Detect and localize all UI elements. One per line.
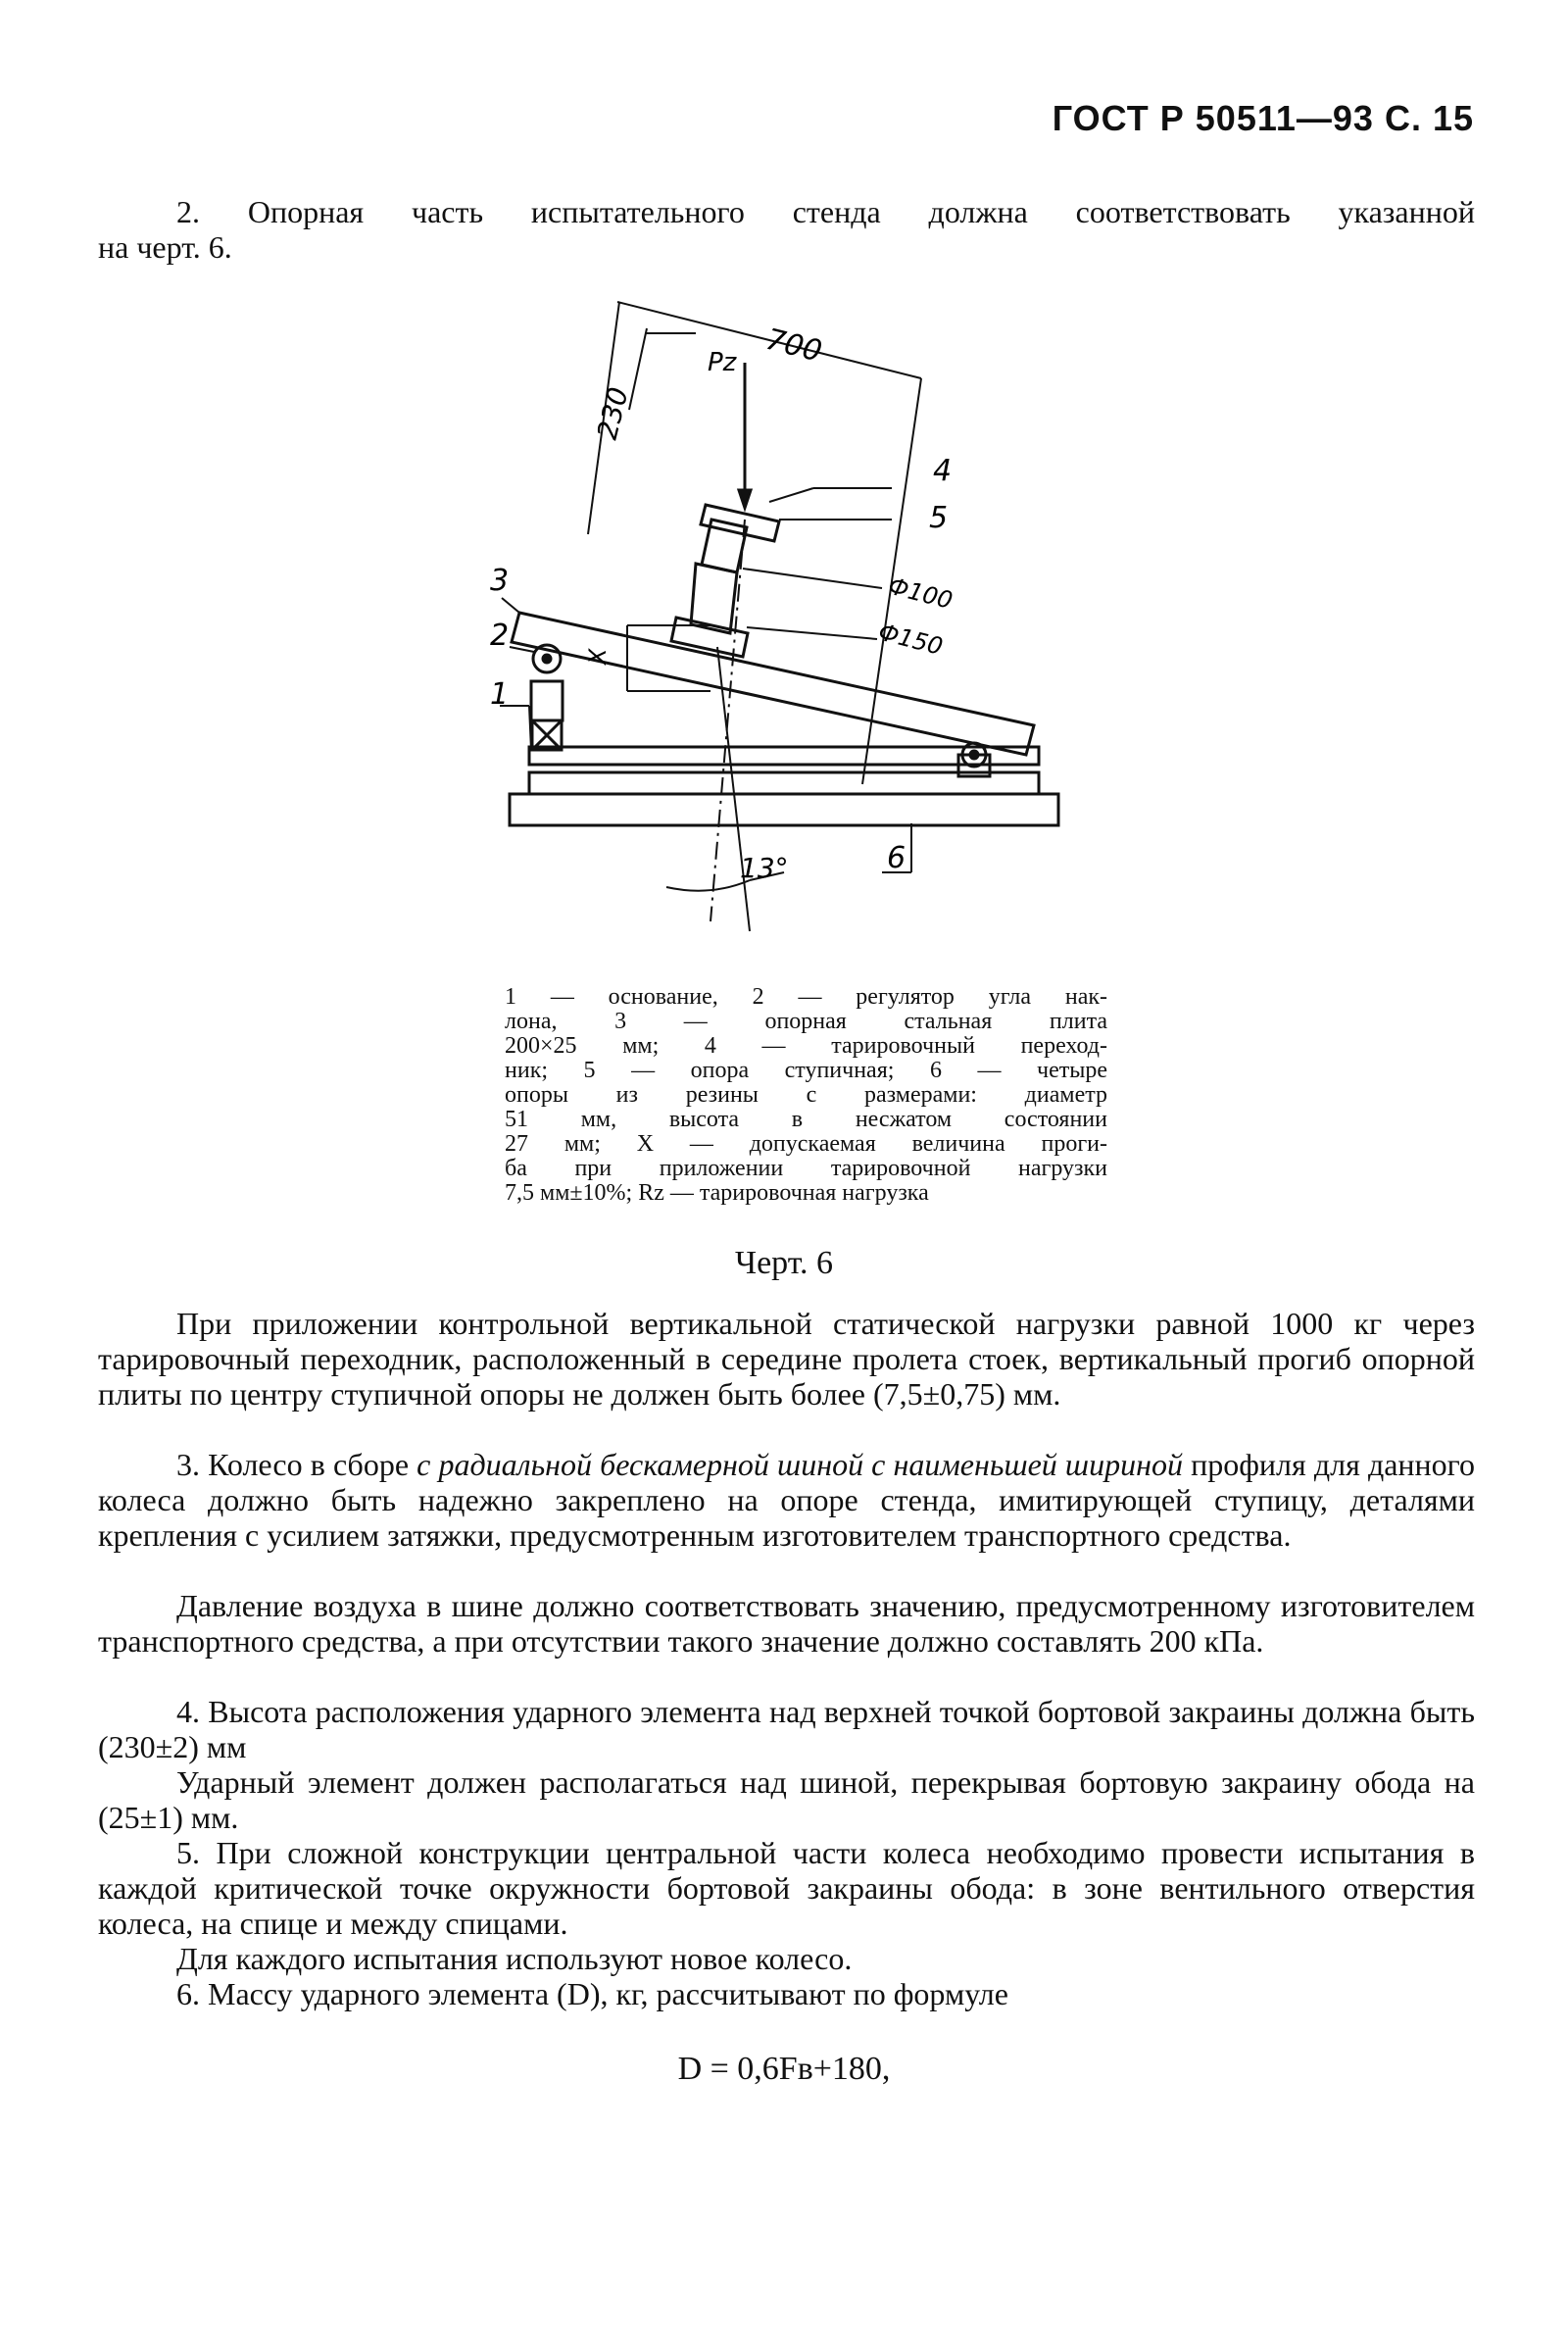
tilted-support-plate — [512, 613, 1034, 755]
paragraph-complex-design: 5. При сложной конструкции центральной части колеса необходимо провести испытания в каждой критической точке окружности бортовой закраины обода: в зоне вентильного отверстия колеса, на спице и между спицами. — [98, 1835, 1475, 1941]
figure-title: Черт. 6 — [734, 1245, 834, 1281]
document-header: ГОСТ Р 50511—93 С. 15 — [1052, 98, 1474, 138]
caption-line: ник; 5 — опора ступичная; 6 — четыре — [505, 1058, 1107, 1083]
caption-line: 27 мм; X — допускаемая величина проги- — [505, 1131, 1107, 1157]
callout-3: 3 — [490, 564, 510, 598]
test-stand-drawing — [490, 294, 1078, 941]
callout-5: 5 — [929, 501, 949, 535]
paragraph-wheel-assembly: 3. Колесо в сборе с радиальной бескамерной шиной с наименьшей шириной профиля для данного колеса должно быть надежно закреплено на опоре стенда, имитирующей ступицу, деталями крепления с усилием затяжки, предусмотренным изготовителем транспортного средства. — [98, 1447, 1476, 1553]
callout-1: 1 — [490, 677, 510, 712]
mass-formula: D = 0,6Fв+180, — [677, 2051, 891, 2087]
phi150-label: Ф150 — [875, 618, 946, 661]
callout-2: 2 — [490, 619, 510, 653]
figure-test-stand — [490, 294, 1078, 941]
paragraph-load: При приложении контрольной вертикальной статической нагрузки равной 1000 кг через тарировочный переходник, расположенный в середине пролета стоек, вертикальный прогиб опорной плиты по центру ступичной опоры не должен быть более (7,5±0,75) мм. — [98, 1306, 1475, 1412]
paragraph-new-wheel: Для каждого испытания используют новое колесо. — [176, 1941, 853, 1976]
figure-caption — [505, 985, 1107, 1206]
caption-line: лона, 3 — опорная стальная плита — [505, 1009, 1107, 1034]
load-label: Pz — [708, 348, 737, 377]
angle-label: 13° — [740, 852, 789, 884]
callout-6: 6 — [887, 841, 906, 875]
caption-line: 1 — основание, 2 — регулятор угла нак- — [505, 984, 1107, 1010]
dim-230-label: 230 — [590, 383, 635, 443]
left-regulator — [531, 681, 563, 720]
paragraph-striker-height: 4. Высота расположения ударного элемента над верхней точкой бортовой закраины должна быть (230±2) мм — [98, 1694, 1475, 1764]
dim-700-label: 700 — [762, 322, 826, 370]
caption-line: 200×25 мм; 4 — тарировочный переход- — [505, 1033, 1107, 1059]
intro-line-2: на черт. 6. — [98, 229, 232, 265]
paragraph-air-pressure: Давление воздуха в шине должно соответствовать значению, предусмотренному изготовителем транспортного средства, а при отсутствии такого значение должно составлять 200 кПа. — [98, 1588, 1475, 1659]
italic-emphasis: с радиальной бескамерной шиной с наименьшей шириной — [416, 1447, 1183, 1482]
paragraph-striker-overlap: Ударный элемент должен располагаться над шиной, перекрывая бортовую закраину обода на (25±1) мм. — [98, 1764, 1475, 1835]
caption-line: 51 мм, высота в несжатом состоянии — [505, 1107, 1107, 1132]
paragraph-mass-formula: 6. Массу ударного элемента (D), кг, рассчитывают по формуле — [176, 1976, 1008, 2011]
base-plate — [510, 794, 1058, 825]
callout-4: 4 — [933, 454, 953, 488]
caption-line: 7,5 мм±10%; Rz — тарировочная нагрузка — [505, 1180, 929, 1206]
calibration-adapter — [701, 505, 779, 541]
phi100-label: Ф100 — [885, 571, 956, 615]
caption-line: опоры из резины с размерами: диаметр — [505, 1082, 1107, 1108]
caption-line: ба при приложении тарировочной нагрузки — [505, 1156, 1107, 1181]
x-label: X — [584, 648, 612, 665]
intro-line-1: 2. Опорная часть испытательного стенда должна соответствовать указанной — [176, 194, 1475, 229]
